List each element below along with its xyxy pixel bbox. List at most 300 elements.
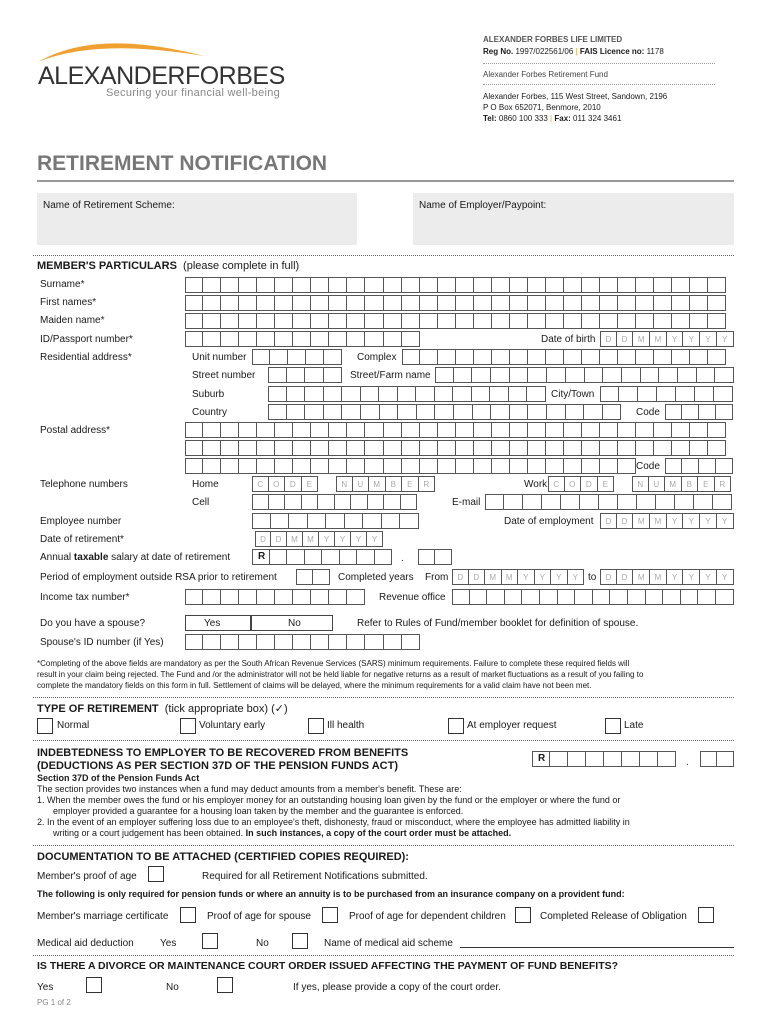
char-box[interactable] [622, 751, 640, 767]
char-box[interactable] [402, 440, 420, 456]
char-box[interactable] [585, 367, 604, 383]
char-box[interactable] [257, 422, 275, 438]
char-box[interactable] [365, 422, 383, 438]
char-box[interactable] [663, 589, 681, 605]
unit-number-input[interactable] [252, 349, 342, 365]
char-box[interactable] [636, 295, 654, 311]
char-box[interactable] [637, 494, 656, 510]
char-box[interactable] [239, 589, 257, 605]
char-box[interactable]: O [565, 476, 582, 492]
work-phone-input[interactable] [548, 476, 731, 492]
char-box[interactable] [600, 458, 618, 474]
char-box[interactable]: E [402, 476, 419, 492]
char-box[interactable] [714, 386, 733, 402]
char-box[interactable]: D [600, 513, 617, 529]
char-box[interactable] [672, 277, 690, 293]
char-box[interactable] [203, 440, 221, 456]
char-box[interactable] [676, 386, 695, 402]
char-box[interactable] [568, 751, 586, 767]
char-box[interactable]: M [665, 476, 682, 492]
char-box[interactable] [636, 313, 654, 329]
char-box[interactable] [505, 589, 523, 605]
char-box[interactable] [641, 367, 660, 383]
char-box[interactable] [618, 458, 636, 474]
char-box[interactable] [600, 313, 618, 329]
char-box[interactable] [257, 634, 275, 650]
char-box[interactable] [185, 589, 203, 605]
char-box[interactable] [452, 589, 470, 605]
home-phone-input[interactable] [252, 476, 435, 492]
char-box[interactable] [700, 751, 717, 767]
char-box[interactable] [456, 458, 474, 474]
first-names-input[interactable] [185, 295, 726, 311]
char-box[interactable] [708, 440, 726, 456]
char-box[interactable] [474, 313, 492, 329]
char-box[interactable] [288, 349, 306, 365]
char-box[interactable]: Y [667, 331, 684, 347]
char-box[interactable] [510, 458, 528, 474]
char-box[interactable] [716, 404, 733, 420]
char-box[interactable] [275, 331, 293, 347]
char-box[interactable] [619, 386, 638, 402]
char-box[interactable] [347, 589, 365, 605]
char-box[interactable]: Y [568, 569, 585, 585]
char-box[interactable] [603, 404, 622, 420]
char-box[interactable] [347, 440, 365, 456]
char-box[interactable] [682, 404, 699, 420]
char-box[interactable] [318, 494, 335, 510]
city-input[interactable] [600, 386, 733, 402]
char-box[interactable] [654, 349, 672, 365]
char-box[interactable] [347, 422, 365, 438]
char-box[interactable] [510, 440, 528, 456]
char-box[interactable] [239, 422, 257, 438]
char-box[interactable] [708, 295, 726, 311]
char-box[interactable] [654, 422, 672, 438]
char-box[interactable] [474, 440, 492, 456]
char-box[interactable] [716, 458, 733, 474]
char-box[interactable] [293, 295, 311, 311]
char-box[interactable] [474, 295, 492, 311]
char-box[interactable]: Y [700, 331, 717, 347]
char-box[interactable]: N [632, 476, 649, 492]
char-box[interactable] [305, 404, 324, 420]
char-box[interactable] [713, 494, 732, 510]
char-box[interactable] [268, 404, 287, 420]
char-box[interactable] [492, 313, 510, 329]
char-box[interactable] [564, 422, 582, 438]
char-box[interactable] [185, 295, 203, 311]
char-box[interactable] [546, 313, 564, 329]
char-box[interactable] [636, 349, 654, 365]
char-box[interactable] [575, 589, 593, 605]
char-box[interactable] [454, 367, 473, 383]
char-box[interactable] [384, 277, 402, 293]
char-box[interactable]: Y [551, 569, 568, 585]
char-box[interactable] [610, 589, 628, 605]
char-box[interactable] [636, 422, 654, 438]
char-box[interactable] [293, 313, 311, 329]
char-box[interactable] [252, 349, 270, 365]
char-box[interactable] [252, 494, 269, 510]
char-box[interactable] [401, 494, 418, 510]
char-box[interactable] [375, 549, 393, 565]
char-box[interactable] [454, 404, 473, 420]
char-box[interactable] [582, 349, 600, 365]
char-box[interactable] [400, 513, 419, 529]
char-box[interactable]: B [682, 476, 699, 492]
voluntary-early-checkbox[interactable] [180, 718, 196, 734]
char-box[interactable] [239, 313, 257, 329]
char-box[interactable] [682, 458, 699, 474]
char-box[interactable] [257, 440, 275, 456]
char-box[interactable] [678, 367, 697, 383]
char-box[interactable] [365, 440, 383, 456]
char-box[interactable] [287, 386, 306, 402]
char-box[interactable] [453, 386, 472, 402]
salary-cents-input[interactable] [418, 549, 452, 565]
char-box[interactable] [582, 295, 600, 311]
char-box[interactable] [335, 494, 352, 510]
char-box[interactable] [492, 422, 510, 438]
indebtedness-amount-input[interactable] [532, 751, 676, 767]
char-box[interactable] [618, 440, 636, 456]
char-box[interactable] [509, 386, 528, 402]
char-box[interactable] [456, 295, 474, 311]
char-box[interactable] [239, 277, 257, 293]
char-box[interactable] [252, 513, 271, 529]
char-box[interactable]: Y [335, 531, 351, 547]
date-employment-input[interactable] [600, 513, 734, 529]
cell-input[interactable] [252, 494, 417, 510]
char-box[interactable] [472, 367, 491, 383]
char-box[interactable] [402, 277, 420, 293]
years-outside-input[interactable] [296, 569, 330, 585]
divorce-no-checkbox[interactable] [217, 977, 233, 993]
char-box[interactable] [474, 349, 492, 365]
char-box[interactable] [322, 549, 340, 565]
char-box[interactable] [473, 404, 492, 420]
char-box[interactable] [384, 494, 401, 510]
char-box[interactable] [402, 349, 420, 365]
char-box[interactable] [185, 634, 203, 650]
char-box[interactable] [636, 440, 654, 456]
char-box[interactable]: R [419, 476, 436, 492]
char-box[interactable]: C [548, 476, 565, 492]
char-box[interactable] [564, 440, 582, 456]
char-box[interactable] [270, 349, 288, 365]
char-box[interactable] [547, 367, 566, 383]
char-box[interactable] [384, 331, 402, 347]
medical-scheme-input[interactable] [460, 947, 734, 948]
char-box[interactable] [324, 386, 343, 402]
char-box[interactable]: M [650, 331, 667, 347]
char-box[interactable] [329, 277, 347, 293]
char-box[interactable] [402, 295, 420, 311]
char-box[interactable] [275, 295, 293, 311]
char-box[interactable] [654, 440, 672, 456]
char-box[interactable] [347, 634, 365, 650]
from-date-input[interactable] [452, 569, 584, 585]
char-box[interactable] [185, 458, 203, 474]
street-number-input[interactable] [268, 367, 342, 383]
char-box[interactable]: Y [518, 569, 535, 585]
char-box[interactable] [363, 513, 382, 529]
char-box[interactable]: B [386, 476, 403, 492]
char-box[interactable] [185, 331, 203, 347]
char-box[interactable] [657, 386, 676, 402]
street-name-input[interactable] [435, 367, 734, 383]
char-box[interactable] [239, 331, 257, 347]
char-box[interactable] [275, 634, 293, 650]
late-checkbox[interactable] [605, 718, 621, 734]
char-box[interactable] [311, 422, 329, 438]
char-box[interactable] [361, 404, 380, 420]
char-box[interactable] [365, 458, 383, 474]
char-box[interactable] [293, 331, 311, 347]
char-box[interactable] [690, 295, 708, 311]
char-box[interactable] [690, 349, 708, 365]
char-box[interactable] [523, 494, 542, 510]
char-box[interactable] [329, 589, 347, 605]
char-box[interactable]: Y [717, 513, 734, 529]
char-box[interactable] [221, 440, 239, 456]
char-box[interactable] [221, 458, 239, 474]
char-box[interactable] [528, 295, 546, 311]
char-box[interactable] [257, 458, 275, 474]
maiden-name-input[interactable] [185, 313, 726, 329]
char-box[interactable]: C [252, 476, 269, 492]
surname-input[interactable] [185, 277, 726, 293]
char-box[interactable]: D [469, 569, 486, 585]
char-box[interactable] [492, 277, 510, 293]
char-box[interactable]: Y [667, 513, 684, 529]
char-box[interactable] [357, 549, 375, 565]
char-box[interactable] [528, 367, 547, 383]
char-box[interactable] [329, 458, 347, 474]
char-box[interactable] [293, 440, 311, 456]
char-box[interactable] [665, 458, 682, 474]
char-box[interactable] [340, 549, 358, 565]
char-box[interactable] [329, 313, 347, 329]
char-box[interactable]: Y [351, 531, 367, 547]
char-box[interactable] [293, 589, 311, 605]
char-box[interactable] [550, 751, 568, 767]
medical-yes-checkbox[interactable] [202, 933, 218, 949]
char-box[interactable] [287, 404, 306, 420]
char-box[interactable] [528, 313, 546, 329]
char-box[interactable] [308, 513, 327, 529]
char-box[interactable] [221, 277, 239, 293]
char-box[interactable] [456, 422, 474, 438]
char-box[interactable] [384, 422, 402, 438]
char-box[interactable] [329, 331, 347, 347]
char-box[interactable] [456, 277, 474, 293]
char-box[interactable] [470, 589, 488, 605]
char-box[interactable] [491, 367, 510, 383]
char-box[interactable] [654, 295, 672, 311]
char-box[interactable] [438, 295, 456, 311]
char-box[interactable] [656, 494, 675, 510]
char-box[interactable] [311, 458, 329, 474]
char-box[interactable] [600, 386, 619, 402]
char-box[interactable] [293, 634, 311, 650]
char-box[interactable] [690, 422, 708, 438]
char-box[interactable] [582, 422, 600, 438]
char-box[interactable] [542, 494, 561, 510]
to-date-input[interactable] [600, 569, 734, 585]
char-box[interactable] [561, 494, 580, 510]
normal-checkbox[interactable] [37, 718, 53, 734]
char-box[interactable]: M [502, 569, 519, 585]
char-box[interactable] [600, 422, 618, 438]
char-box[interactable] [420, 313, 438, 329]
char-box[interactable] [540, 589, 558, 605]
char-box[interactable] [402, 331, 420, 347]
postal-input-1[interactable] [185, 422, 726, 438]
char-box[interactable] [504, 494, 523, 510]
char-box[interactable] [311, 277, 329, 293]
char-box[interactable] [586, 751, 604, 767]
char-box[interactable] [275, 589, 293, 605]
char-box[interactable] [697, 367, 716, 383]
char-box[interactable] [305, 549, 323, 565]
char-box[interactable] [402, 458, 420, 474]
char-box[interactable] [708, 349, 726, 365]
char-box[interactable] [438, 422, 456, 438]
char-box[interactable] [672, 295, 690, 311]
char-box[interactable] [628, 589, 646, 605]
char-box[interactable]: D [285, 476, 302, 492]
char-box[interactable] [185, 313, 203, 329]
char-box[interactable] [546, 440, 564, 456]
char-box[interactable] [564, 277, 582, 293]
char-box[interactable] [618, 422, 636, 438]
postal-input-3[interactable] [185, 458, 636, 474]
char-box[interactable]: Y [535, 569, 552, 585]
char-box[interactable] [435, 549, 452, 565]
char-box[interactable] [311, 331, 329, 347]
char-box[interactable]: M [287, 531, 303, 547]
char-box[interactable] [646, 589, 664, 605]
char-box[interactable] [566, 367, 585, 383]
char-box[interactable] [342, 386, 361, 402]
email-input[interactable] [485, 494, 732, 510]
char-box[interactable] [203, 634, 221, 650]
char-box[interactable] [582, 458, 600, 474]
char-box[interactable] [658, 751, 676, 767]
char-box[interactable] [285, 494, 302, 510]
char-box[interactable] [287, 549, 305, 565]
char-box[interactable] [365, 331, 383, 347]
char-box[interactable] [351, 494, 368, 510]
char-box[interactable] [528, 422, 546, 438]
char-box[interactable] [622, 367, 641, 383]
char-box[interactable] [527, 386, 546, 402]
char-box[interactable] [365, 634, 383, 650]
char-box[interactable] [329, 295, 347, 311]
char-box[interactable] [699, 458, 716, 474]
char-box[interactable] [311, 313, 329, 329]
code-input[interactable] [665, 404, 733, 420]
char-box[interactable]: Y [700, 569, 717, 585]
char-box[interactable] [302, 494, 319, 510]
char-box[interactable] [221, 331, 239, 347]
char-box[interactable] [293, 422, 311, 438]
char-box[interactable] [324, 349, 342, 365]
char-box[interactable] [600, 295, 618, 311]
char-box[interactable] [417, 404, 436, 420]
char-box[interactable] [418, 549, 435, 565]
char-box[interactable] [558, 589, 576, 605]
char-box[interactable] [311, 589, 329, 605]
char-box[interactable] [456, 349, 474, 365]
char-box[interactable]: D [600, 331, 617, 347]
char-box[interactable] [275, 313, 293, 329]
char-box[interactable] [345, 513, 364, 529]
income-tax-input[interactable] [185, 589, 365, 605]
char-box[interactable] [270, 549, 288, 565]
char-box[interactable] [490, 386, 509, 402]
char-box[interactable] [510, 349, 528, 365]
char-box[interactable] [638, 386, 657, 402]
char-box[interactable] [546, 295, 564, 311]
char-box[interactable] [438, 458, 456, 474]
char-box[interactable]: M [650, 513, 667, 529]
proof-dependent-checkbox[interactable] [515, 907, 531, 923]
char-box[interactable]: E [598, 476, 615, 492]
medical-no-checkbox[interactable] [292, 933, 308, 949]
char-box[interactable] [305, 367, 324, 383]
char-box[interactable] [640, 751, 658, 767]
char-box[interactable] [203, 295, 221, 311]
char-box[interactable] [492, 295, 510, 311]
char-box[interactable] [690, 277, 708, 293]
char-box[interactable] [580, 494, 599, 510]
char-box[interactable] [185, 440, 203, 456]
char-box[interactable]: E [698, 476, 715, 492]
char-box[interactable] [420, 422, 438, 438]
date-retirement-input[interactable] [255, 531, 383, 547]
char-box[interactable] [546, 458, 564, 474]
postal-code-input[interactable] [665, 458, 733, 474]
char-box[interactable] [672, 313, 690, 329]
char-box[interactable] [564, 313, 582, 329]
char-box[interactable] [324, 404, 343, 420]
char-box[interactable] [268, 367, 287, 383]
char-box[interactable] [690, 313, 708, 329]
char-box[interactable] [698, 589, 716, 605]
char-box[interactable] [528, 458, 546, 474]
char-box[interactable] [672, 440, 690, 456]
char-box[interactable] [438, 313, 456, 329]
char-box[interactable] [672, 349, 690, 365]
char-box[interactable] [365, 313, 383, 329]
char-box[interactable] [402, 313, 420, 329]
char-box[interactable] [347, 458, 365, 474]
char-box[interactable] [716, 589, 734, 605]
char-box[interactable] [582, 277, 600, 293]
char-box[interactable] [257, 589, 275, 605]
char-box[interactable] [636, 277, 654, 293]
char-box[interactable] [659, 367, 678, 383]
char-box[interactable] [582, 440, 600, 456]
char-box[interactable]: N [336, 476, 353, 492]
char-box[interactable] [599, 494, 618, 510]
char-box[interactable] [546, 277, 564, 293]
char-box[interactable] [342, 404, 361, 420]
char-box[interactable]: R [715, 476, 732, 492]
